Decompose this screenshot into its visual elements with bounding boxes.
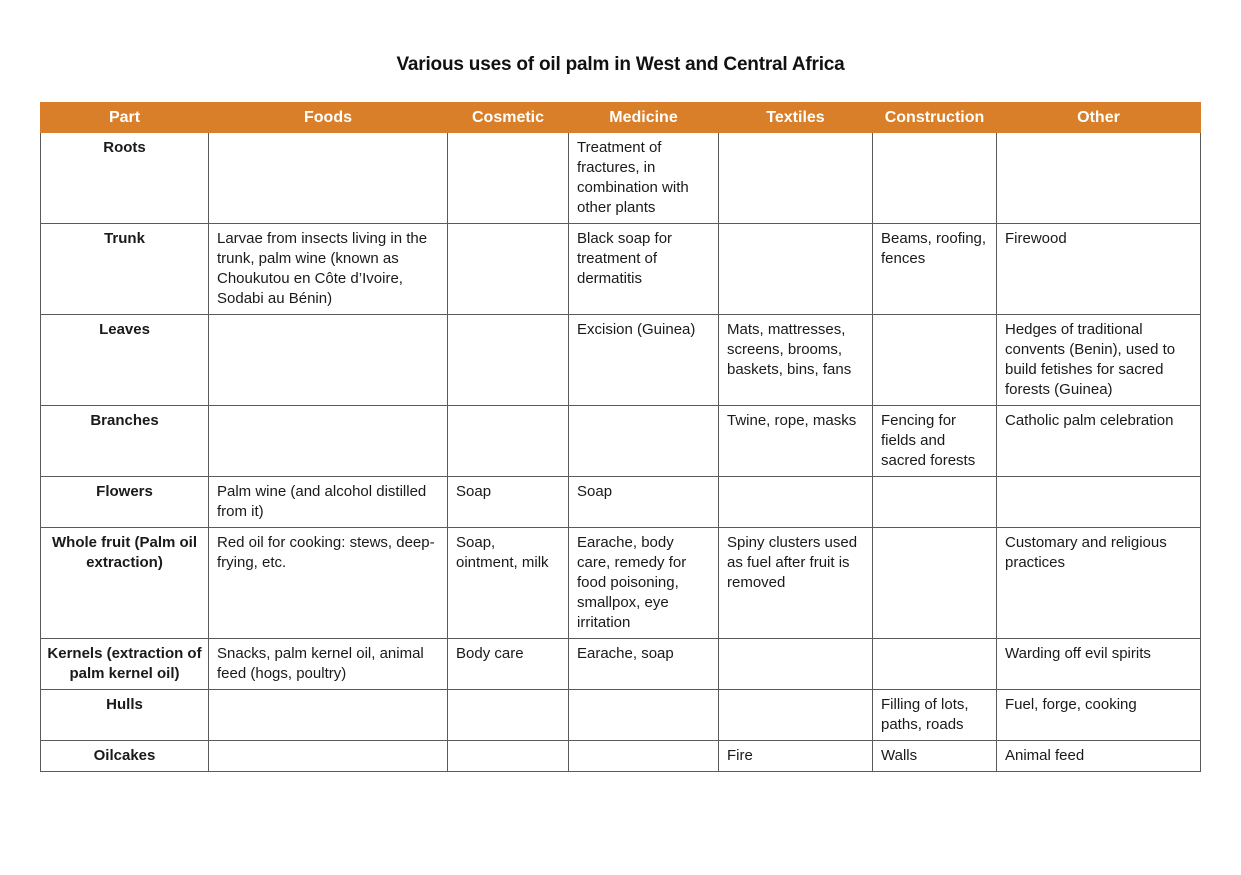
cosmetic-cell xyxy=(448,690,569,741)
medicine-cell xyxy=(569,406,719,477)
cosmetic-cell xyxy=(448,315,569,406)
part-cell: Whole fruit (Palm oil extraction) xyxy=(41,528,209,639)
cosmetic-cell: Soap xyxy=(448,477,569,528)
textiles-cell: Twine, rope, masks xyxy=(719,406,873,477)
other-cell: Warding off evil spirits xyxy=(997,639,1201,690)
column-header-other: Other xyxy=(997,103,1201,133)
medicine-cell: Soap xyxy=(569,477,719,528)
foods-cell xyxy=(209,741,448,772)
textiles-cell xyxy=(719,133,873,224)
construction-cell xyxy=(873,477,997,528)
medicine-cell: Black soap for treatment of dermatitis xyxy=(569,224,719,315)
medicine-cell: Earache, soap xyxy=(569,639,719,690)
construction-cell: Fencing for fields and sacred forests xyxy=(873,406,997,477)
foods-cell: Palm wine (and alcohol distilled from it) xyxy=(209,477,448,528)
construction-cell xyxy=(873,133,997,224)
cosmetic-cell xyxy=(448,133,569,224)
table-row-kernels xyxy=(41,639,1201,690)
page-title: Various uses of oil palm in West and Central Africa xyxy=(396,54,845,75)
other-cell xyxy=(997,133,1201,224)
foods-cell xyxy=(209,315,448,406)
table-row-leaves xyxy=(41,315,1201,406)
other-cell xyxy=(997,477,1201,528)
construction-cell xyxy=(873,639,997,690)
part-cell: Roots xyxy=(41,133,209,224)
other-cell: Animal feed xyxy=(997,741,1201,772)
medicine-cell: Earache, body care, remedy for food poisoning, smallpox, eye irritation xyxy=(569,528,719,639)
textiles-cell xyxy=(719,690,873,741)
other-cell: Hedges of traditional convents (Benin), used to build fetishes for sacred forests (Guinea) xyxy=(997,315,1201,406)
textiles-cell: Spiny clusters used as fuel after fruit is removed xyxy=(719,528,873,639)
medicine-cell: Treatment of fractures, in combination with other plants xyxy=(569,133,719,224)
construction-cell: Walls xyxy=(873,741,997,772)
part-cell: Leaves xyxy=(41,315,209,406)
table-row-roots xyxy=(41,133,1201,224)
other-cell: Customary and religious practices xyxy=(997,528,1201,639)
table-row-branches xyxy=(41,406,1201,477)
foods-cell xyxy=(209,406,448,477)
table-header-row xyxy=(41,103,1201,133)
foods-cell: Snacks, palm kernel oil, animal feed (hogs, poultry) xyxy=(209,639,448,690)
cosmetic-cell xyxy=(448,224,569,315)
textiles-cell xyxy=(719,224,873,315)
column-header-part: Part xyxy=(41,103,209,133)
medicine-cell xyxy=(569,690,719,741)
column-header-construction: Construction xyxy=(873,103,997,133)
foods-cell: Red oil for cooking: stews, deep-frying, etc. xyxy=(209,528,448,639)
construction-cell: Beams, roofing, fences xyxy=(873,224,997,315)
column-header-medicine: Medicine xyxy=(569,103,719,133)
textiles-cell xyxy=(719,639,873,690)
cosmetic-cell: Body care xyxy=(448,639,569,690)
other-cell: Fuel, forge, cooking xyxy=(997,690,1201,741)
table-row-hulls xyxy=(41,690,1201,741)
part-cell: Branches xyxy=(41,406,209,477)
medicine-cell: Excision (Guinea) xyxy=(569,315,719,406)
medicine-cell xyxy=(569,741,719,772)
construction-cell xyxy=(873,528,997,639)
cosmetic-cell xyxy=(448,406,569,477)
part-cell: Flowers xyxy=(41,477,209,528)
other-cell: Firewood xyxy=(997,224,1201,315)
textiles-cell: Fire xyxy=(719,741,873,772)
textiles-cell: Mats, mattresses, screens, brooms, baskets, bins, fans xyxy=(719,315,873,406)
foods-cell xyxy=(209,133,448,224)
cosmetic-cell: Soap, ointment, milk xyxy=(448,528,569,639)
textiles-cell xyxy=(719,477,873,528)
table-row-flowers xyxy=(41,477,1201,528)
construction-cell xyxy=(873,315,997,406)
part-cell: Oilcakes xyxy=(41,741,209,772)
uses-table xyxy=(40,102,1201,772)
other-cell: Catholic palm celebration xyxy=(997,406,1201,477)
foods-cell: Larvae from insects living in the trunk, palm wine (known as Choukutou en Côte d’Ivoire, Sodabi au Bénin) xyxy=(209,224,448,315)
part-cell: Hulls xyxy=(41,690,209,741)
column-header-cosmetic: Cosmetic xyxy=(448,103,569,133)
foods-cell xyxy=(209,690,448,741)
table-row-oilcakes xyxy=(41,741,1201,772)
table-row-whole-fruit xyxy=(41,528,1201,639)
construction-cell: Filling of lots, paths, roads xyxy=(873,690,997,741)
column-header-foods: Foods xyxy=(209,103,448,133)
column-header-textiles: Textiles xyxy=(719,103,873,133)
part-cell: Kernels (extraction of palm kernel oil) xyxy=(41,639,209,690)
table-row-trunk xyxy=(41,224,1201,315)
cosmetic-cell xyxy=(448,741,569,772)
part-cell: Trunk xyxy=(41,224,209,315)
